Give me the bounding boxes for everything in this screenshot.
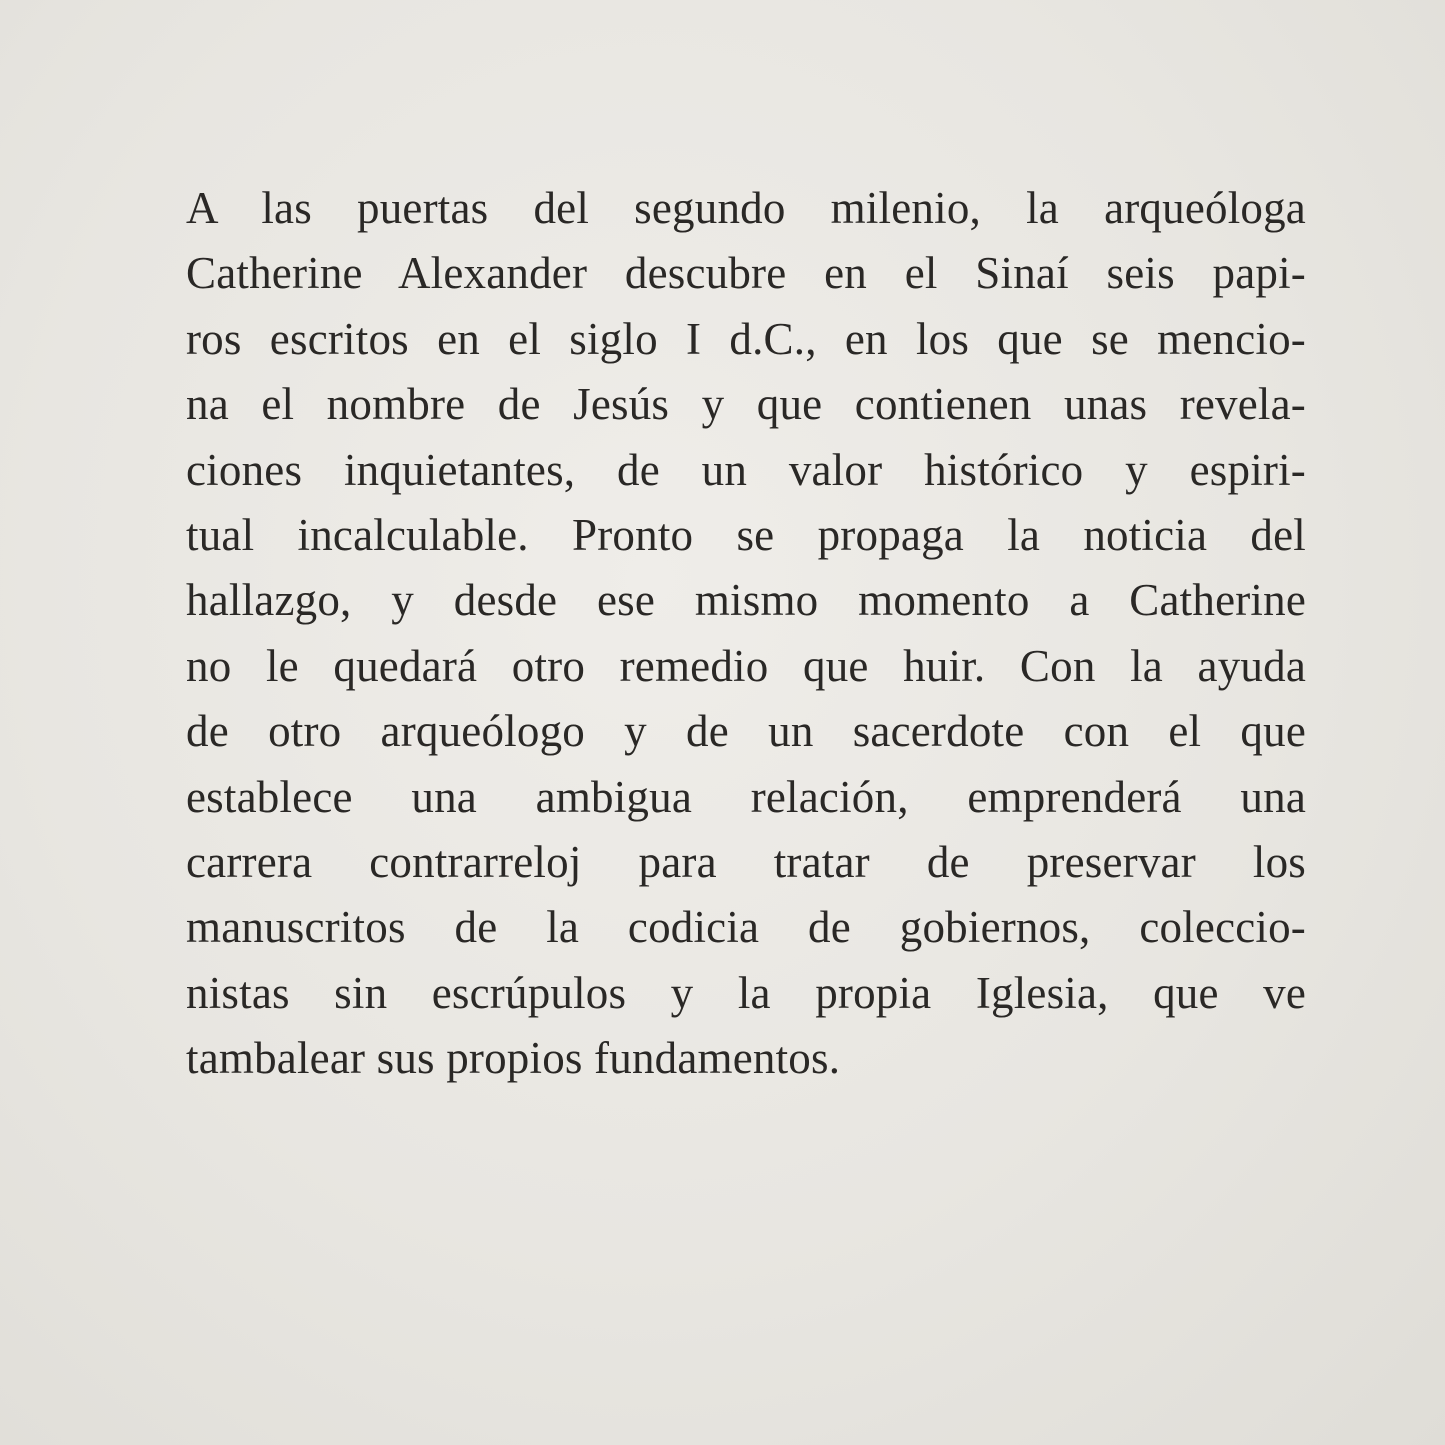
synopsis-line: tambalear sus propios fundamentos. — [186, 1033, 841, 1084]
synopsis-line: A las puertas del segundo milenio, la arqueóloga — [186, 183, 1306, 233]
synopsis-line: tual incalculable. Pronto se propaga la noticia del — [186, 509, 1306, 560]
synopsis-line: hallazgo, y desde ese mismo momento a Catherine — [186, 575, 1306, 626]
synopsis-line: nistas sin escrúpulos y la propia Iglesia, que ve — [186, 967, 1306, 1018]
synopsis-line: de otro arqueólogo y de un sacerdote con el que — [186, 706, 1306, 757]
synopsis-line: manuscritos de la codicia de gobiernos, coleccio- — [186, 902, 1306, 953]
synopsis-line: Catherine Alexander descubre en el Sinaí seis papi- — [186, 248, 1306, 299]
synopsis-line: establece una ambigua relación, emprenderá una — [186, 771, 1306, 822]
synopsis-paragraph — [186, 176, 1306, 1091]
synopsis-line: no le quedará otro remedio que huir. Con la ayuda — [186, 640, 1306, 691]
synopsis-line: na el nombre de Jesús y que contienen unas revela- — [186, 379, 1306, 430]
synopsis-line: ciones inquietantes, de un valor histórico y espiri- — [186, 444, 1306, 495]
synopsis-line: ros escritos en el siglo I d.C., en los que se mencio- — [186, 313, 1306, 364]
synopsis-line: carrera contrarreloj para tratar de preservar los — [186, 836, 1306, 887]
